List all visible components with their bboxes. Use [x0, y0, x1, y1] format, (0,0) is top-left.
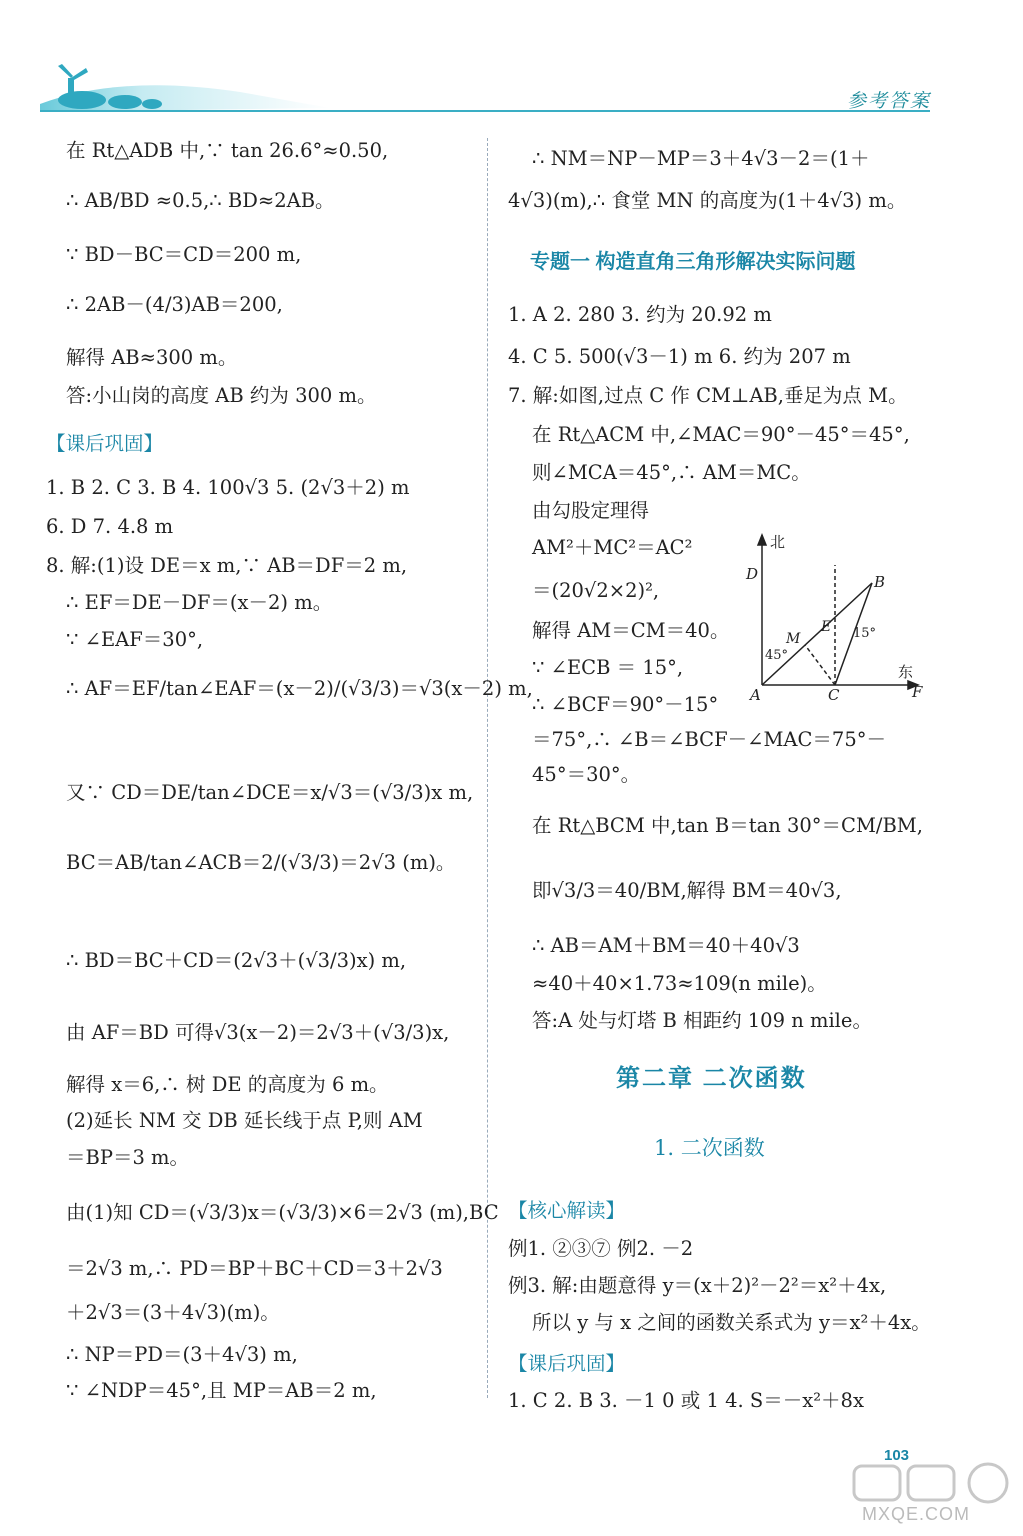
diagram-label: D — [746, 565, 759, 583]
header-label: 参考答案 — [846, 90, 931, 112]
text-line: ∴ NP＝PD＝(3＋4√3) m, — [66, 1343, 298, 1366]
diagram-label: A — [750, 686, 761, 704]
text-line: 则∠MCA＝45°,∴ AM＝MC。 — [532, 461, 811, 484]
text-line: ∴ BD＝BC＋CD＝(2√3＋(√3/3)x) m, — [66, 949, 407, 972]
text-line: ＝BP＝3 m。 — [66, 1146, 190, 1169]
text-line: 1. B 2. C 3. B 4. 100√3 5. (2√3＋2) m — [46, 476, 410, 499]
text-line: 解得 AB≈300 m。 — [66, 346, 238, 369]
geometry-diagram — [740, 525, 940, 705]
diagram-label: M — [786, 631, 801, 647]
text-line: 例3. 解:由题意得 y＝(x＋2)²－2²＝x²＋4x, — [508, 1274, 887, 1297]
text-line: ＋2√3＝(3＋4√3)(m)。 — [66, 1301, 280, 1324]
section-heading: 【核心解读】 — [508, 1200, 626, 1222]
text-line: ∵ BD－BC＝CD＝200 m, — [66, 243, 302, 266]
diagram-label: 北 — [770, 533, 786, 551]
text-line: 6. D 7. 4.8 m — [46, 515, 174, 538]
text-line: ≈40＋40×1.73≈109(n mile)。 — [532, 972, 827, 995]
text-line: (2)延长 NM 交 DB 延长线于点 P,则 AM — [66, 1109, 423, 1132]
text-line: AM²＋MC²＝AC² — [532, 536, 693, 559]
diagram-label: E — [821, 619, 832, 635]
section-heading: 【课后巩固】 — [508, 1353, 626, 1375]
text-line: 由勾股定理得 — [532, 499, 650, 522]
page-number: 103 — [884, 1447, 910, 1464]
diagram-label: 东 — [898, 663, 914, 681]
text-line: 解得 AM＝CM＝40。 — [532, 619, 730, 642]
text-line: 又∵ CD＝DE/tan∠DCE＝x/√3＝(√3/3)x m, — [66, 781, 474, 804]
text-line: 所以 y 与 x 之间的函数关系式为 y＝x²＋4x。 — [532, 1311, 931, 1334]
text-line: 1. A 2. 280 3. 约为 20.92 m — [508, 303, 772, 326]
text-line: ∴ AB/BD ≈0.5,∴ BD≈2AB。 — [66, 189, 335, 212]
text-line: ∵ ∠ECB ＝ 15°, — [532, 656, 684, 679]
text-line: 8. 解:(1)设 DE＝x m,∵ AB＝DF＝2 m, — [46, 554, 408, 577]
text-line: 答:小山岗的高度 AB 约为 300 m。 — [66, 384, 377, 407]
text-line: 1. C 2. B 3. －1 0 或 1 4. S＝－x²＋8x — [508, 1389, 864, 1412]
text-line: 45°＝30°。 — [532, 763, 641, 786]
lesson-heading: 1. 二次函数 — [654, 1136, 765, 1160]
diagram-label: B — [874, 573, 886, 591]
chapter-heading: 第二章 二次函数 — [616, 1065, 807, 1092]
text-line: 7. 解:如图,过点 C 作 CM⊥AB,垂足为点 M。 — [508, 384, 908, 407]
topic-heading: 专题一 构造直角三角形解决实际问题 — [530, 251, 856, 273]
text-line: ∴ EF＝DE－DF＝(x－2) m。 — [66, 591, 333, 614]
watermark-text: MXQE.COM — [862, 1504, 971, 1524]
text-line: ∵ ∠NDP＝45°,且 MP＝AB＝2 m, — [66, 1379, 377, 1402]
text-line: 由(1)知 CD＝(√3/3)x＝(√3/3)×6＝2√3 (m),BC — [66, 1201, 499, 1224]
text-line: 在 Rt△ADB 中,∵ tan 26.6°≈0.50, — [66, 139, 389, 162]
text-line: 解得 x＝6,∴ 树 DE 的高度为 6 m。 — [66, 1073, 389, 1096]
text-line: 答:A 处与灯塔 B 相距约 109 n mile。 — [532, 1009, 872, 1032]
text-line: ∴ 2AB－(4/3)AB＝200, — [66, 293, 283, 316]
diagram-label: C — [828, 686, 840, 704]
text-line: 4√3)(m),∴ 食堂 MN 的高度为(1＋4√3) m。 — [508, 189, 907, 212]
text-line: 例1. ②③⑦ 例2. －2 — [508, 1237, 694, 1260]
text-line: BC＝AB/tan∠ACB＝2/(√3/3)＝2√3 (m)。 — [66, 851, 456, 874]
text-line: ∴ AB＝AM＋BM＝40＋40√3 — [532, 934, 800, 957]
text-line: ∵ ∠EAF＝30°, — [66, 628, 204, 651]
text-line: ＝(20√2×2)², — [532, 579, 660, 602]
text-line: 即√3/3＝40/BM,解得 BM＝40√3, — [532, 879, 842, 902]
diagram-label: 45° — [765, 648, 789, 663]
text-line: ＝2√3 m,∴ PD＝BP＋BC＋CD＝3＋2√3 — [66, 1257, 443, 1280]
text-line: 在 Rt△BCM 中,tan B＝tan 30°＝CM/BM, — [532, 814, 923, 837]
text-line: 由 AF＝BD 可得√3(x－2)＝2√3＋(√3/3)x, — [66, 1021, 450, 1044]
diagram-label: 15° — [853, 626, 877, 641]
text-line: ∴ AF＝EF/tan∠EAF＝(x－2)/(√3/3)＝√3(x－2) m, — [66, 677, 533, 700]
text-line: 在 Rt△ACM 中,∠MAC＝90°－45°＝45°, — [532, 423, 910, 446]
text-line: ∴ ∠BCF＝90°－15° — [532, 693, 719, 716]
diagram-label: F — [912, 683, 923, 701]
text-line: 4. C 5. 500(√3－1) m 6. 约为 207 m — [508, 345, 851, 368]
section-heading: 【课后巩固】 — [46, 433, 164, 455]
text-line: ∴ NM＝NP－MP＝3＋4√3－2＝(1＋ — [532, 147, 870, 170]
text-line: ＝75°,∴ ∠B＝∠BCF－∠MAC＝75°－ — [532, 728, 886, 751]
